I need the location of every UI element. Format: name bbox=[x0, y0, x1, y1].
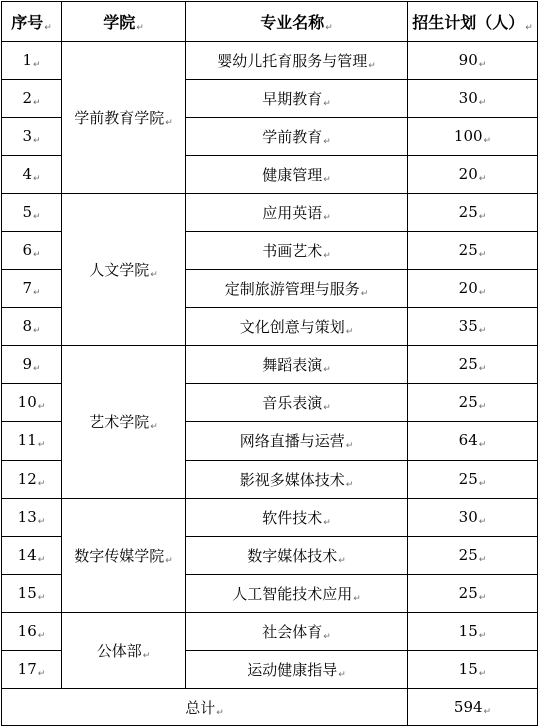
seq-cell: 3↵ bbox=[2, 118, 62, 156]
seq-cell: 13↵ bbox=[2, 498, 62, 536]
plan-cell: 25↵ bbox=[408, 536, 538, 574]
seq-cell: 11↵ bbox=[2, 422, 62, 460]
seq-cell: 16↵ bbox=[2, 612, 62, 650]
major-cell: 早期教育↵ bbox=[186, 80, 408, 118]
major-cell: 婴幼儿托育服务与管理↵ bbox=[186, 42, 408, 80]
plan-cell: 64↵ bbox=[408, 422, 538, 460]
major-cell: 舞蹈表演↵ bbox=[186, 346, 408, 384]
plan-cell: 25↵ bbox=[408, 194, 538, 232]
table-header-row bbox=[2, 2, 538, 42]
seq-cell: 17↵ bbox=[2, 650, 62, 688]
seq-cell: 6↵ bbox=[2, 232, 62, 270]
total-row bbox=[2, 689, 538, 726]
total-label: 总计↵ bbox=[2, 689, 408, 726]
college-cell: 艺术学院↵ bbox=[62, 346, 186, 498]
major-cell: 运动健康指导↵ bbox=[186, 650, 408, 688]
major-cell: 软件技术↵ bbox=[186, 498, 408, 536]
plan-cell: 25↵ bbox=[408, 574, 538, 612]
plan-cell: 25↵ bbox=[408, 460, 538, 498]
major-cell: 数字媒体技术↵ bbox=[186, 536, 408, 574]
college-cell: 数字传媒学院↵ bbox=[62, 498, 186, 612]
major-cell: 人工智能技术应用↵ bbox=[186, 574, 408, 612]
seq-cell: 15↵ bbox=[2, 574, 62, 612]
major-cell: 书画艺术↵ bbox=[186, 232, 408, 270]
major-cell: 定制旅游管理与服务↵ bbox=[186, 270, 408, 308]
seq-cell: 7↵ bbox=[2, 270, 62, 308]
header-seq: 序号↵ bbox=[2, 2, 62, 42]
plan-cell: 15↵ bbox=[408, 612, 538, 650]
plan-cell: 25↵ bbox=[408, 384, 538, 422]
seq-cell: 14↵ bbox=[2, 536, 62, 574]
table-body bbox=[2, 42, 538, 689]
plan-cell: 25↵ bbox=[408, 232, 538, 270]
college-cell: 人文学院↵ bbox=[62, 194, 186, 346]
major-cell: 音乐表演↵ bbox=[186, 384, 408, 422]
seq-cell: 10↵ bbox=[2, 384, 62, 422]
table-row bbox=[2, 612, 538, 650]
plan-cell: 25↵ bbox=[408, 346, 538, 384]
major-cell: 社会体育↵ bbox=[186, 612, 408, 650]
header-major: 专业名称↵ bbox=[186, 2, 408, 42]
seq-cell: 1↵ bbox=[2, 42, 62, 80]
plan-cell: 20↵ bbox=[408, 270, 538, 308]
header-college: 学院↵ bbox=[62, 2, 186, 42]
table-row bbox=[2, 498, 538, 536]
major-cell: 影视多媒体技术↵ bbox=[186, 460, 408, 498]
major-cell: 应用英语↵ bbox=[186, 194, 408, 232]
plan-cell: 20↵ bbox=[408, 156, 538, 194]
seq-cell: 5↵ bbox=[2, 194, 62, 232]
plan-cell: 90↵ bbox=[408, 42, 538, 80]
plan-cell: 15↵ bbox=[408, 650, 538, 688]
college-cell: 公体部↵ bbox=[62, 612, 186, 688]
major-cell: 文化创意与策划↵ bbox=[186, 308, 408, 346]
seq-cell: 4↵ bbox=[2, 156, 62, 194]
major-cell: 学前教育↵ bbox=[186, 118, 408, 156]
enrollment-plan-table bbox=[1, 1, 538, 726]
seq-cell: 8↵ bbox=[2, 308, 62, 346]
table-row bbox=[2, 42, 538, 80]
major-cell: 网络直播与运营↵ bbox=[186, 422, 408, 460]
seq-cell: 12↵ bbox=[2, 460, 62, 498]
college-cell: 学前教育学院↵ bbox=[62, 42, 186, 194]
seq-cell: 2↵ bbox=[2, 80, 62, 118]
table-row bbox=[2, 346, 538, 384]
header-plan: 招生计划（人）↵ bbox=[408, 2, 538, 42]
total-plan: 594↵ bbox=[408, 689, 538, 726]
plan-cell: 100↵ bbox=[408, 118, 538, 156]
table-row bbox=[2, 194, 538, 232]
major-cell: 健康管理↵ bbox=[186, 156, 408, 194]
plan-cell: 35↵ bbox=[408, 308, 538, 346]
seq-cell: 9↵ bbox=[2, 346, 62, 384]
plan-cell: 30↵ bbox=[408, 80, 538, 118]
plan-cell: 30↵ bbox=[408, 498, 538, 536]
